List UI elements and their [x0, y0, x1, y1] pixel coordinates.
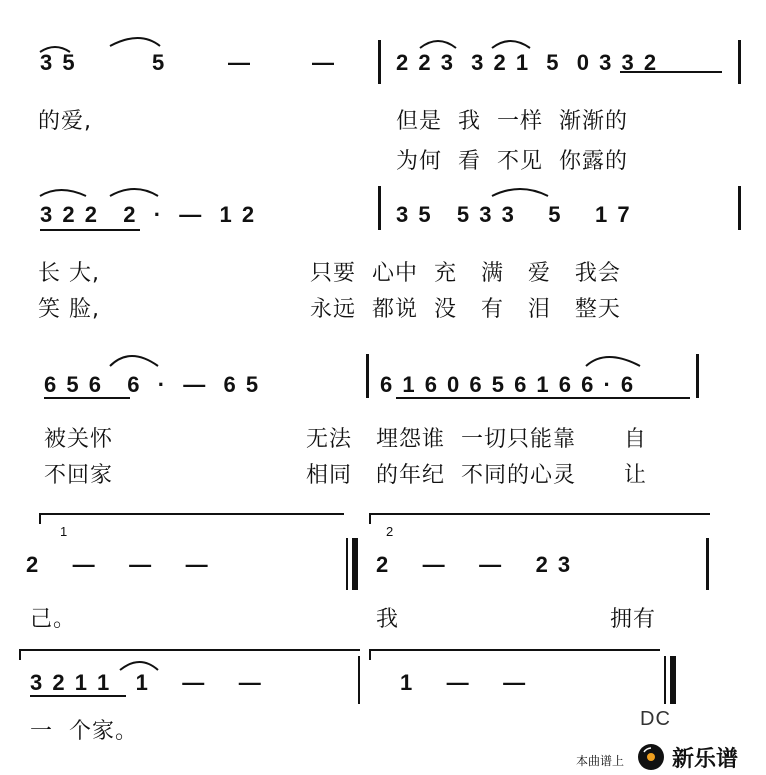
volta-2-number: 2 [386, 524, 394, 539]
score-system-5 [0, 636, 766, 744]
notes-measure-1a: 3 5 [40, 50, 77, 75]
barline [696, 354, 699, 398]
lyric-line-1a: 长 大, [38, 261, 100, 286]
lyric-line-2a: 笑 脸, [38, 297, 100, 322]
lyric-line-1b: 无法 埋怨谁 一切只能靠 自 [306, 427, 647, 452]
dash-1: — [228, 50, 252, 75]
volta-1-number: 1 [60, 524, 68, 539]
repeat-barline-thick [352, 538, 358, 590]
notes-measure-3b: 6 1 6 0 6 5 6 1 6 6 · 6 [380, 372, 636, 397]
notes-measure-5a: 3 2 1 1 1 — — [30, 670, 263, 695]
score-system-2 [0, 178, 766, 328]
barline [378, 186, 381, 230]
da-capo-mark: DC [640, 708, 671, 730]
final-barline-thin [664, 656, 666, 704]
lyric-line-1a: 被关怀 [44, 427, 114, 452]
notes-measure-1c: 2 2 3 3 2 1 5 0 3 3 2 [396, 50, 659, 75]
score-system-1 [0, 20, 766, 180]
lyric-line-2b: 永远 都说 没 有 泪 整天 [310, 297, 621, 322]
lyric-a: 一 个家。 [30, 719, 138, 744]
barline [358, 656, 360, 704]
score-system-3 [0, 340, 766, 500]
repeat-barline-thin [346, 538, 348, 590]
watermark-logo: 新乐谱 [672, 747, 739, 772]
lyric-line-2a: 不回家 [44, 463, 114, 488]
barline [738, 40, 741, 84]
dash-2: — [312, 50, 336, 75]
barline [738, 186, 741, 230]
music-disc-icon [636, 742, 666, 772]
notes-measure-3a: 6 5 6 6 · — 6 5 [44, 372, 261, 397]
lyric-line-1b: 只要 心中 充 满 爱 我会 [310, 261, 621, 286]
score-system-4 [0, 506, 766, 646]
lyric-line-2b: 为何 看 不见 你露的 [396, 149, 628, 174]
final-barline-thick [670, 656, 676, 704]
notes-measure-2b: 3 5 5 3 3 5 1 7 [396, 202, 632, 227]
barline [706, 538, 709, 590]
lyric-c: 拥有 [610, 607, 657, 632]
lyric-a: 己。 [30, 607, 77, 632]
lyric-line-1a: 的爱, [38, 109, 92, 134]
notes-measure-4b: 2 — — 2 3 [376, 552, 573, 577]
barline [366, 354, 369, 398]
notes-measure-5b: 1 — — [400, 670, 528, 695]
lyric-line-1b: 但是 我 一样 渐渐的 [396, 109, 628, 134]
barline [378, 40, 381, 84]
lyric-b: 我 [376, 607, 400, 632]
notes-measure-1b: 5 [152, 50, 167, 75]
notation-marks [0, 20, 766, 180]
notes-measure-2a: 3 2 2 2 · — 1 2 [40, 202, 257, 227]
lyric-line-2b: 相同 的年纪 不同的心灵 让 [306, 463, 647, 488]
notes-measure-4a: 2 — — — [26, 552, 210, 577]
watermark-note: 本曲谱上 [576, 754, 625, 768]
